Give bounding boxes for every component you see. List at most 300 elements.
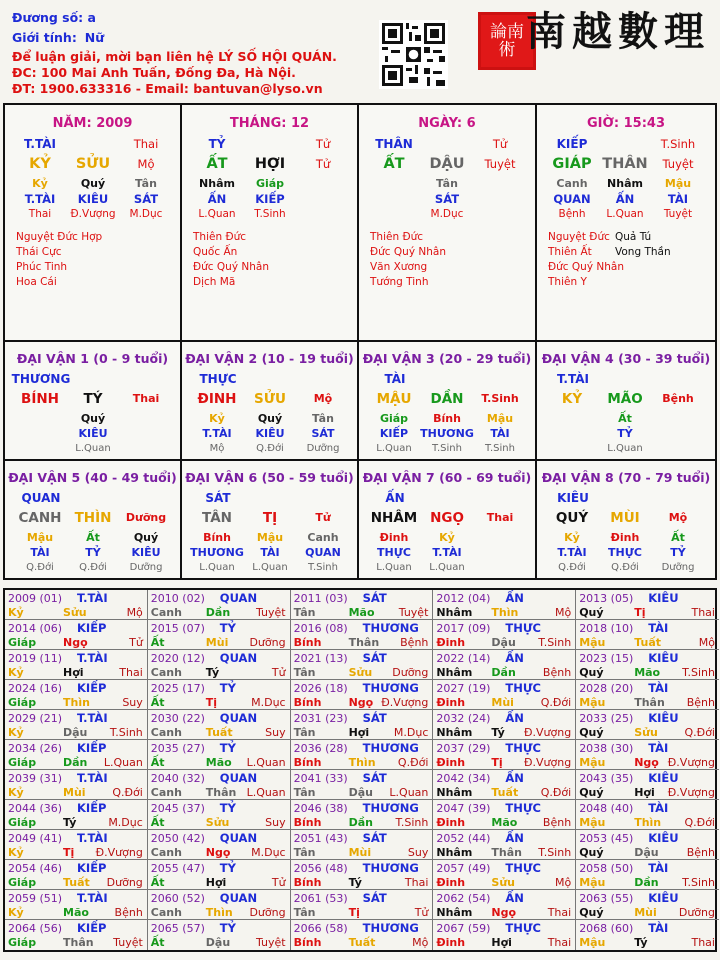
hidden-stem: Ất — [671, 531, 685, 544]
year-branch: Hợi — [491, 936, 512, 949]
year-phase: Thai — [547, 936, 572, 949]
hidden-god: TỶ — [85, 546, 101, 559]
year-phase: Q.Đới — [112, 786, 143, 799]
year-cell[interactable] — [148, 920, 291, 950]
hidden-god: KIẾP — [379, 427, 409, 440]
year-stem: Quý — [579, 666, 604, 679]
earthly-branch: SỬU — [75, 156, 111, 172]
year-god: ẤN — [505, 651, 524, 665]
year-branch: Hợi — [205, 876, 227, 889]
hidden-stem: Mậu — [664, 177, 692, 190]
year-cell[interactable] — [291, 620, 434, 650]
dai-van-title: ĐẠI VẬN 8 (70 - 79 tuổi) — [541, 470, 711, 485]
year-phase: Q.Đới — [540, 696, 572, 709]
year-cell[interactable] — [576, 860, 719, 890]
year-phase: Tử — [271, 876, 286, 889]
hidden-stem: Tân — [436, 177, 458, 190]
year-label: 2010 (02) — [150, 592, 205, 605]
hidden-stem: Tân — [135, 177, 157, 190]
hidden-phase: M.Dục — [129, 208, 163, 220]
year-branch: Sửu — [63, 606, 87, 619]
year-god: TÀI — [648, 921, 669, 935]
hidden-god: T.TÀI — [432, 546, 462, 559]
year-cell[interactable] — [5, 710, 148, 740]
year-cell[interactable] — [291, 740, 434, 770]
year-cell[interactable] — [148, 650, 291, 680]
hidden-phase: L.Quan — [376, 443, 412, 454]
year-god: KIẾP — [77, 741, 107, 755]
year-label: 2024 (16) — [8, 682, 63, 695]
pillar-top-phase: Tử — [492, 137, 508, 151]
year-god: SÁT — [362, 891, 387, 905]
hidden-phase: T.Sinh — [308, 562, 338, 573]
heavenly-stem: ẤT — [383, 156, 405, 172]
year-god: THƯƠNG — [362, 801, 419, 815]
dai-van-phase: Bệnh — [662, 392, 694, 405]
year-god: ẤN — [505, 591, 524, 605]
dai-van-god: ẤN — [385, 491, 405, 505]
year-phase: Bệnh — [400, 636, 429, 649]
year-god: TÀI — [648, 741, 669, 755]
year-label: 2029 (21) — [8, 712, 63, 725]
year-cell[interactable] — [433, 710, 576, 740]
dai-van-title: ĐẠI VẬN 3 (20 - 29 tuổi) — [362, 351, 532, 366]
hidden-god: SÁT — [133, 192, 159, 206]
dai-van-stem: KỶ — [561, 391, 583, 407]
pillar-top-god: KIẾP — [556, 137, 588, 151]
year-label: 2043 (35) — [579, 772, 634, 785]
year-branch: Mùi — [491, 696, 514, 709]
pillar-title: NĂM: 2009 — [52, 116, 133, 131]
year-cell[interactable] — [291, 800, 434, 830]
brand-logo: 南越數理 — [526, 8, 710, 55]
pillar-top-phase: Tử — [315, 137, 331, 151]
earthly-branch: DẬU — [429, 156, 465, 172]
year-cell[interactable] — [291, 830, 434, 860]
year-branch: Tý — [63, 816, 77, 829]
star-name: Quả Tú — [615, 231, 652, 243]
year-cell[interactable] — [291, 890, 434, 920]
year-phase: Q.Đới — [684, 726, 715, 739]
year-stem: Kỷ — [8, 726, 24, 739]
hidden-phase: L.Quan — [252, 562, 288, 573]
year-label: 2068 (60) — [579, 922, 634, 935]
dai-van-branch: TỊ — [262, 510, 278, 526]
year-label: 2019 (11) — [8, 652, 63, 665]
year-god: KIÊU — [648, 831, 679, 845]
year-label: 2037 (29) — [436, 742, 491, 755]
year-stem: Đinh — [436, 876, 466, 889]
year-label: 2055 (47) — [150, 862, 205, 875]
year-branch: Tị — [634, 606, 646, 619]
year-stem: Giáp — [8, 696, 37, 709]
year-label: 2014 (06) — [8, 622, 63, 635]
year-phase: Tuyệt — [398, 606, 429, 619]
year-cell[interactable] — [5, 650, 148, 680]
dai-van-branch: SỬU — [254, 391, 286, 407]
hidden-phase: Mộ — [209, 443, 225, 454]
year-branch: Tuất — [205, 726, 233, 739]
year-branch: Tý — [205, 666, 220, 679]
year-phase: T.Sinh — [538, 636, 572, 649]
year-phase: Dưỡng — [392, 666, 429, 679]
dai-van-stem: MẬU — [376, 391, 412, 407]
hidden-phase: Tuyệt — [663, 208, 693, 220]
qr-code-icon[interactable] — [379, 20, 448, 89]
year-branch: Dần — [205, 606, 231, 619]
dai-van-phase: Thai — [132, 392, 160, 405]
hidden-god: T.TÀI — [24, 192, 56, 206]
year-cell[interactable] — [433, 680, 576, 710]
year-stem: Nhâm — [436, 786, 473, 799]
dai-van-branch: MÙI — [610, 510, 640, 526]
year-stem: Mậu — [579, 816, 606, 829]
year-stem: Bính — [293, 756, 322, 769]
year-cell[interactable] — [291, 710, 434, 740]
year-phase: Thai — [547, 906, 572, 919]
year-god: QUAN — [219, 831, 258, 845]
year-phase: Tử — [271, 666, 286, 679]
year-stem: Canh — [150, 846, 182, 859]
pillar-title: NGÀY: 6 — [418, 116, 476, 131]
year-phase: T.Sinh — [109, 726, 143, 739]
hidden-phase: L.Quan — [606, 208, 644, 220]
year-label: 2057 (49) — [436, 862, 491, 875]
year-cell[interactable] — [576, 890, 719, 920]
hidden-phase: Q.Đới — [611, 562, 639, 573]
year-label: 2034 (26) — [8, 742, 63, 755]
year-phase: M.Dục — [108, 816, 143, 829]
year-god: TÀI — [648, 801, 669, 815]
year-cell[interactable] — [5, 860, 148, 890]
owner-name: Đương số: a — [12, 10, 96, 25]
year-label: 2028 (20) — [579, 682, 634, 695]
year-stem: Canh — [150, 786, 182, 799]
dai-van-phase: Dưỡng — [125, 511, 167, 524]
hidden-stem: Quý — [133, 531, 159, 544]
year-branch: Hợi — [634, 786, 655, 799]
year-god: ẤN — [505, 831, 524, 845]
year-label: 2054 (46) — [8, 862, 63, 875]
pillar-3 — [359, 105, 537, 342]
year-label: 2052 (44) — [436, 832, 491, 845]
year-cell[interactable] — [576, 620, 719, 650]
hidden-phase: Q.Đới — [79, 562, 107, 573]
year-phase: Bệnh — [686, 696, 715, 709]
dai-van-title: ĐẠI VẬN 5 (40 - 49 tuổi) — [8, 470, 177, 485]
year-stem: Kỷ — [8, 786, 24, 799]
hidden-god: KIẾP — [255, 192, 285, 206]
year-branch: Sửu — [205, 816, 230, 829]
year-stem: Quý — [579, 906, 604, 919]
year-stem: Kỷ — [8, 846, 24, 859]
year-cell[interactable] — [576, 800, 719, 830]
star-name: Đức Quý Nhân — [193, 261, 269, 273]
year-cell[interactable] — [5, 920, 148, 950]
contact-line-3[interactable]: ĐT: 1900.633316 - Email: bantuvan@lyso.vn — [12, 81, 323, 96]
year-cell[interactable] — [291, 650, 434, 680]
year-cell[interactable] — [148, 830, 291, 860]
dai-van-god: KIÊU — [557, 491, 589, 505]
year-stem: Tân — [293, 846, 316, 859]
year-cell[interactable] — [5, 770, 148, 800]
hidden-phase: Đ.Vượng — [70, 208, 116, 220]
year-branch: Ngọ — [491, 906, 517, 919]
year-god: ẤN — [505, 771, 524, 785]
year-branch: Ngọ — [63, 636, 88, 649]
year-cell[interactable] — [148, 710, 291, 740]
year-stem: Kỷ — [8, 666, 24, 679]
year-god: KIẾP — [77, 801, 107, 815]
year-label: 2018 (10) — [579, 622, 634, 635]
year-label: 2049 (41) — [8, 832, 63, 845]
year-god: TỶ — [219, 621, 236, 635]
year-branch: Dậu — [63, 726, 88, 739]
year-cell[interactable] — [291, 770, 434, 800]
dai-van-title: ĐẠI VẬN 7 (60 - 69 tuổi) — [362, 470, 532, 485]
year-cell[interactable] — [148, 770, 291, 800]
year-branch: Tị — [205, 696, 218, 709]
dai-van-god: THƯƠNG — [11, 372, 71, 386]
year-label: 2036 (28) — [293, 742, 348, 755]
year-god: T.TÀI — [77, 771, 108, 785]
year-label: 2058 (50) — [579, 862, 634, 875]
year-god: KIẾP — [77, 861, 107, 875]
year-branch: Tị — [63, 846, 75, 859]
year-stem: Tân — [293, 906, 316, 919]
year-cell[interactable] — [433, 650, 576, 680]
year-phase: Tử — [414, 906, 429, 919]
year-god: ẤN — [505, 891, 524, 905]
hidden-god: QUAN — [553, 192, 591, 206]
year-cell[interactable] — [433, 860, 576, 890]
year-label: 2022 (14) — [436, 652, 491, 665]
pillar-1 — [5, 105, 182, 342]
year-label: 2051 (43) — [293, 832, 348, 845]
year-label: 2009 (01) — [8, 592, 63, 605]
hidden-phase: L.Quan — [199, 562, 235, 573]
year-label: 2041 (33) — [293, 772, 348, 785]
dai-van-title: ĐẠI VẬN 6 (50 - 59 tuổi) — [185, 470, 354, 485]
page-header — [0, 0, 720, 100]
dai-van-god: SÁT — [205, 491, 231, 505]
year-cell[interactable] — [433, 890, 576, 920]
star-name: Văn Xương — [370, 261, 428, 273]
hidden-phase: Q.Đới — [558, 562, 586, 573]
year-god: THỰC — [505, 741, 541, 755]
year-cell[interactable] — [5, 590, 148, 620]
year-label: 2039 (31) — [8, 772, 63, 785]
year-cell[interactable] — [148, 800, 291, 830]
year-cell[interactable] — [148, 890, 291, 920]
year-cell[interactable] — [433, 590, 576, 620]
year-stem: Đinh — [436, 696, 466, 709]
year-phase: Mộ — [554, 876, 572, 889]
hidden-phase: L.Quan — [607, 443, 643, 454]
year-label: 2053 (45) — [579, 832, 634, 845]
dai-van-branch: TÝ — [83, 391, 103, 407]
hidden-god: KIÊU — [255, 427, 285, 440]
year-phase: Thai — [404, 876, 429, 889]
year-stem: Giáp — [8, 756, 37, 769]
year-branch: Dần — [63, 756, 88, 769]
hidden-stem: Mậu — [256, 531, 284, 544]
year-label: 2013 (05) — [579, 592, 634, 605]
year-stem: Mậu — [579, 756, 606, 769]
hidden-phase: T.Sinh — [254, 208, 286, 220]
hidden-phase: Thai — [28, 208, 52, 220]
year-branch: Tý — [348, 876, 362, 889]
year-cell[interactable] — [5, 890, 148, 920]
year-stem: Tân — [293, 786, 316, 799]
pillar-top-god: THÂN — [375, 137, 413, 151]
dai-van-stem: CANH — [18, 510, 62, 526]
year-god: T.TÀI — [77, 891, 108, 905]
hidden-phase: Dưỡng — [129, 562, 163, 573]
year-cell[interactable] — [576, 770, 719, 800]
year-label: 2026 (18) — [293, 682, 348, 695]
year-phase: Thai — [119, 666, 143, 679]
year-stem: Đinh — [436, 636, 466, 649]
year-cell[interactable] — [576, 920, 719, 950]
hidden-god: TÀI — [260, 546, 280, 559]
hidden-god: THƯƠNG — [420, 427, 474, 440]
year-cell[interactable] — [576, 710, 719, 740]
year-god: T.TÀI — [77, 711, 108, 725]
gender — [12, 30, 104, 45]
year-phase: Tuyệt — [255, 936, 286, 949]
year-cell[interactable] — [576, 830, 719, 860]
hidden-stem: Mậu — [26, 531, 54, 544]
year-branch: Hợi — [348, 726, 370, 739]
hidden-phase: L.Quan — [429, 562, 465, 573]
hidden-stem: Bính — [203, 531, 231, 544]
year-cell[interactable] — [576, 740, 719, 770]
year-cell[interactable] — [5, 740, 148, 770]
year-cell[interactable] — [148, 620, 291, 650]
dai-van-god: QUAN — [21, 491, 61, 505]
hidden-stem: Nhâm — [607, 177, 643, 190]
year-branch: Mão — [205, 756, 232, 769]
year-cell[interactable] — [291, 680, 434, 710]
year-stem: Giáp — [8, 816, 37, 829]
year-cell[interactable] — [5, 680, 148, 710]
dai-van-title: ĐẠI VẬN 1 (0 - 9 tuổi) — [16, 351, 169, 366]
dai-van-1 — [5, 342, 182, 461]
year-branch: Thân — [205, 786, 237, 799]
year-phase: Bệnh — [686, 846, 715, 859]
hidden-phase: Bệnh — [558, 208, 586, 220]
year-cell[interactable] — [433, 830, 576, 860]
year-cell[interactable] — [291, 860, 434, 890]
hidden-god: TÀI — [490, 427, 510, 440]
hidden-stem: Quý — [257, 412, 283, 425]
hidden-god: QUAN — [305, 546, 341, 559]
dai-van-3 — [359, 342, 537, 461]
hidden-god: SÁT — [434, 192, 460, 206]
dai-van-god: TÀI — [384, 372, 406, 386]
year-cell[interactable] — [148, 740, 291, 770]
year-label: 2056 (48) — [293, 862, 348, 875]
year-stem: Ất — [150, 876, 165, 889]
year-god: SÁT — [362, 771, 387, 785]
year-cell[interactable] — [148, 590, 291, 620]
year-branch: Dậu — [491, 636, 516, 649]
year-branch: Thân — [63, 936, 94, 949]
heavenly-stem: KỶ — [29, 156, 51, 172]
year-cell[interactable] — [433, 770, 576, 800]
year-cell[interactable] — [5, 620, 148, 650]
year-stem: Ất — [150, 636, 165, 649]
pillar-top-phase: Thai — [133, 137, 159, 151]
year-cell[interactable] — [291, 590, 434, 620]
year-branch: Mùi — [634, 906, 657, 919]
year-phase: M.Dục — [251, 696, 286, 709]
year-cell[interactable] — [433, 740, 576, 770]
year-cell[interactable] — [576, 650, 719, 680]
year-cell[interactable] — [433, 620, 576, 650]
year-phase: Dưỡng — [678, 906, 715, 919]
hidden-stem: Quý — [80, 412, 106, 425]
hidden-god: KIÊU — [131, 546, 161, 559]
year-cell[interactable] — [148, 860, 291, 890]
year-branch: Tý — [634, 936, 648, 949]
year-cell[interactable] — [433, 920, 576, 950]
year-phase: L.Quan — [389, 786, 429, 799]
year-label: 2042 (34) — [436, 772, 491, 785]
year-cell[interactable] — [576, 590, 719, 620]
year-god: QUAN — [219, 711, 258, 725]
year-god: SÁT — [362, 711, 387, 725]
dai-van-phase: T.Sinh — [481, 392, 519, 405]
hidden-stem: Bính — [433, 412, 461, 425]
year-god: TỶ — [219, 681, 236, 695]
hidden-phase: T.Sinh — [432, 443, 462, 454]
star-name: Tướng Tinh — [370, 276, 429, 288]
year-god: TÀI — [648, 681, 669, 695]
year-branch: Sửu — [634, 726, 658, 739]
year-cell[interactable] — [5, 830, 148, 860]
year-branch: Tuất — [348, 936, 376, 949]
star-name: Thiên Đức — [370, 231, 424, 243]
year-god: THỰC — [505, 621, 541, 635]
hidden-phase: L.Quan — [198, 208, 236, 220]
dai-van-branch: NGỌ — [430, 510, 464, 526]
year-cell[interactable] — [148, 680, 291, 710]
hidden-phase: Dưỡng — [661, 562, 695, 573]
year-branch: Thìn — [491, 606, 519, 619]
year-cell[interactable] — [433, 800, 576, 830]
year-label: 2011 (03) — [293, 592, 348, 605]
year-god: QUAN — [219, 891, 258, 905]
star-name: Nguyệt Đức Hợp — [16, 231, 103, 243]
hidden-phase: Q.Đới — [26, 562, 54, 573]
year-phase: Đ.Vượng — [523, 726, 572, 739]
year-cell[interactable] — [291, 920, 434, 950]
year-cell[interactable] — [576, 680, 719, 710]
year-cell[interactable] — [5, 800, 148, 830]
year-god: THƯƠNG — [362, 681, 419, 695]
dai-van-stem: NHÂM — [370, 510, 418, 526]
dai-van-branch: MÃO — [607, 391, 643, 407]
year-label: 2031 (23) — [293, 712, 348, 725]
pillar-title: THÁNG: 12 — [229, 116, 310, 131]
year-phase: Mộ — [698, 636, 715, 649]
pillar-top-phase: T.Sinh — [660, 137, 696, 151]
year-phase: Mộ — [554, 606, 572, 619]
seal-text: 論南術 — [490, 22, 524, 60]
year-branch: Dần — [491, 666, 516, 679]
